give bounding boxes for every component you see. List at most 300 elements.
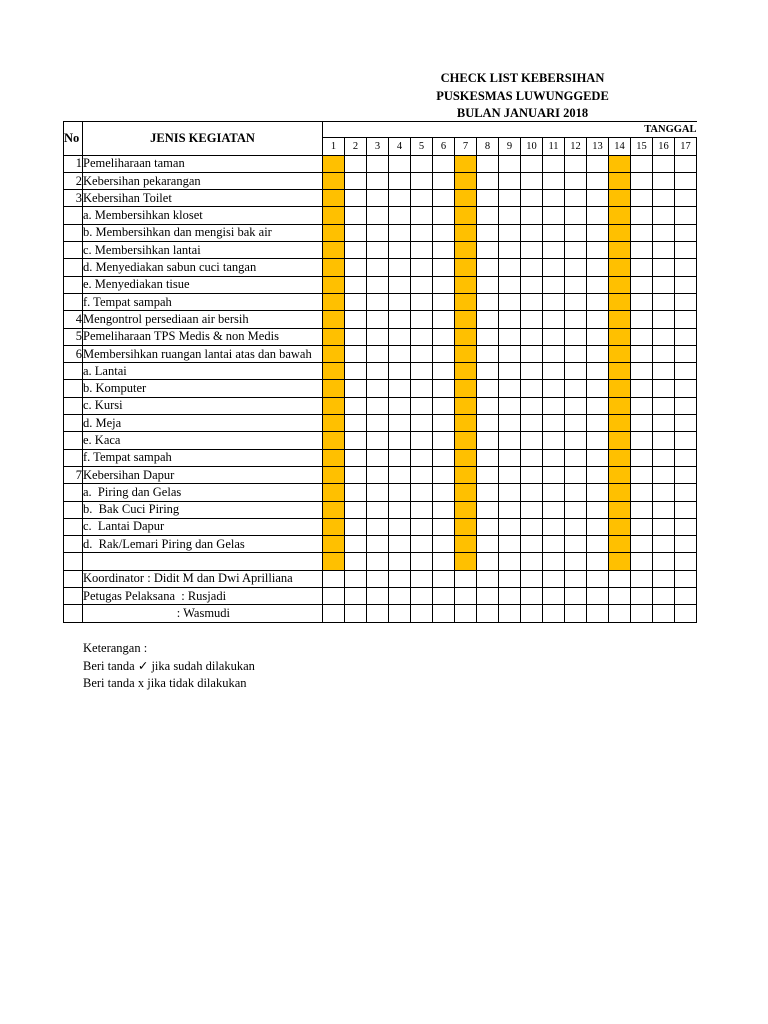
check-cell-day-11[interactable] xyxy=(543,415,565,432)
check-cell-day-4[interactable] xyxy=(389,415,411,432)
check-cell-day-8[interactable] xyxy=(477,363,499,380)
check-cell-day-1[interactable] xyxy=(323,242,345,259)
check-cell-day-11[interactable] xyxy=(543,363,565,380)
check-cell-day-1[interactable] xyxy=(323,190,345,207)
check-cell-day-3[interactable] xyxy=(367,449,389,466)
check-cell-day-10[interactable] xyxy=(521,242,543,259)
check-cell-day-3[interactable] xyxy=(367,345,389,362)
check-cell-day-16[interactable] xyxy=(653,432,675,449)
check-cell-day-7[interactable] xyxy=(455,363,477,380)
check-cell-day-7[interactable] xyxy=(455,588,477,605)
check-cell-day-17[interactable] xyxy=(675,224,697,241)
check-cell-day-12[interactable] xyxy=(565,588,587,605)
check-cell-day-10[interactable] xyxy=(521,155,543,172)
check-cell-day-12[interactable] xyxy=(565,553,587,570)
check-cell-day-9[interactable] xyxy=(499,570,521,587)
check-cell-day-2[interactable] xyxy=(345,276,367,293)
check-cell-day-5[interactable] xyxy=(411,518,433,535)
check-cell-day-17[interactable] xyxy=(675,397,697,414)
check-cell-day-2[interactable] xyxy=(345,207,367,224)
check-cell-day-11[interactable] xyxy=(543,190,565,207)
check-cell-day-5[interactable] xyxy=(411,449,433,466)
check-cell-day-11[interactable] xyxy=(543,345,565,362)
check-cell-day-3[interactable] xyxy=(367,328,389,345)
check-cell-day-6[interactable] xyxy=(433,588,455,605)
check-cell-day-17[interactable] xyxy=(675,432,697,449)
check-cell-day-7[interactable] xyxy=(455,293,477,310)
check-cell-day-7[interactable] xyxy=(455,570,477,587)
check-cell-day-11[interactable] xyxy=(543,328,565,345)
check-cell-day-1[interactable] xyxy=(323,415,345,432)
check-cell-day-14[interactable] xyxy=(609,570,631,587)
check-cell-day-7[interactable] xyxy=(455,536,477,553)
check-cell-day-10[interactable] xyxy=(521,536,543,553)
check-cell-day-1[interactable] xyxy=(323,536,345,553)
check-cell-day-16[interactable] xyxy=(653,588,675,605)
check-cell-day-2[interactable] xyxy=(345,155,367,172)
check-cell-day-4[interactable] xyxy=(389,259,411,276)
check-cell-day-8[interactable] xyxy=(477,242,499,259)
check-cell-day-9[interactable] xyxy=(499,155,521,172)
check-cell-day-10[interactable] xyxy=(521,276,543,293)
check-cell-day-11[interactable] xyxy=(543,155,565,172)
check-cell-day-15[interactable] xyxy=(631,449,653,466)
check-cell-day-1[interactable] xyxy=(323,501,345,518)
check-cell-day-1[interactable] xyxy=(323,155,345,172)
check-cell-day-2[interactable] xyxy=(345,293,367,310)
check-cell-day-9[interactable] xyxy=(499,224,521,241)
check-cell-day-17[interactable] xyxy=(675,449,697,466)
check-cell-day-13[interactable] xyxy=(587,363,609,380)
check-cell-day-1[interactable] xyxy=(323,466,345,483)
check-cell-day-4[interactable] xyxy=(389,484,411,501)
check-cell-day-1[interactable] xyxy=(323,311,345,328)
check-cell-day-16[interactable] xyxy=(653,466,675,483)
check-cell-day-17[interactable] xyxy=(675,466,697,483)
check-cell-day-1[interactable] xyxy=(323,172,345,189)
check-cell-day-6[interactable] xyxy=(433,328,455,345)
check-cell-day-13[interactable] xyxy=(587,293,609,310)
check-cell-day-6[interactable] xyxy=(433,190,455,207)
check-cell-day-4[interactable] xyxy=(389,242,411,259)
check-cell-day-17[interactable] xyxy=(675,328,697,345)
check-cell-day-15[interactable] xyxy=(631,293,653,310)
check-cell-day-7[interactable] xyxy=(455,311,477,328)
check-cell-day-13[interactable] xyxy=(587,397,609,414)
check-cell-day-5[interactable] xyxy=(411,276,433,293)
check-cell-day-10[interactable] xyxy=(521,259,543,276)
check-cell-day-13[interactable] xyxy=(587,501,609,518)
check-cell-day-1[interactable] xyxy=(323,345,345,362)
check-cell-day-17[interactable] xyxy=(675,190,697,207)
check-cell-day-3[interactable] xyxy=(367,553,389,570)
check-cell-day-12[interactable] xyxy=(565,380,587,397)
check-cell-day-4[interactable] xyxy=(389,190,411,207)
check-cell-day-4[interactable] xyxy=(389,553,411,570)
check-cell-day-11[interactable] xyxy=(543,311,565,328)
check-cell-day-16[interactable] xyxy=(653,380,675,397)
check-cell-day-16[interactable] xyxy=(653,276,675,293)
check-cell-day-13[interactable] xyxy=(587,172,609,189)
check-cell-day-14[interactable] xyxy=(609,518,631,535)
check-cell-day-16[interactable] xyxy=(653,311,675,328)
check-cell-day-17[interactable] xyxy=(675,293,697,310)
check-cell-day-13[interactable] xyxy=(587,415,609,432)
check-cell-day-2[interactable] xyxy=(345,518,367,535)
check-cell-day-10[interactable] xyxy=(521,224,543,241)
check-cell-day-12[interactable] xyxy=(565,207,587,224)
check-cell-day-2[interactable] xyxy=(345,259,367,276)
check-cell-day-9[interactable] xyxy=(499,432,521,449)
check-cell-day-17[interactable] xyxy=(675,155,697,172)
check-cell-day-15[interactable] xyxy=(631,207,653,224)
check-cell-day-16[interactable] xyxy=(653,518,675,535)
check-cell-day-7[interactable] xyxy=(455,432,477,449)
check-cell-day-6[interactable] xyxy=(433,224,455,241)
check-cell-day-11[interactable] xyxy=(543,172,565,189)
check-cell-day-2[interactable] xyxy=(345,172,367,189)
check-cell-day-11[interactable] xyxy=(543,276,565,293)
check-cell-day-9[interactable] xyxy=(499,415,521,432)
check-cell-day-15[interactable] xyxy=(631,553,653,570)
check-cell-day-1[interactable] xyxy=(323,363,345,380)
check-cell-day-10[interactable] xyxy=(521,553,543,570)
check-cell-day-5[interactable] xyxy=(411,570,433,587)
check-cell-day-2[interactable] xyxy=(345,328,367,345)
check-cell-day-1[interactable] xyxy=(323,328,345,345)
check-cell-day-10[interactable] xyxy=(521,605,543,622)
check-cell-day-12[interactable] xyxy=(565,363,587,380)
check-cell-day-3[interactable] xyxy=(367,605,389,622)
check-cell-day-11[interactable] xyxy=(543,570,565,587)
check-cell-day-14[interactable] xyxy=(609,466,631,483)
check-cell-day-6[interactable] xyxy=(433,466,455,483)
check-cell-day-13[interactable] xyxy=(587,311,609,328)
check-cell-day-7[interactable] xyxy=(455,224,477,241)
check-cell-day-12[interactable] xyxy=(565,449,587,466)
check-cell-day-12[interactable] xyxy=(565,432,587,449)
check-cell-day-11[interactable] xyxy=(543,466,565,483)
check-cell-day-9[interactable] xyxy=(499,484,521,501)
check-cell-day-9[interactable] xyxy=(499,207,521,224)
check-cell-day-11[interactable] xyxy=(543,518,565,535)
check-cell-day-9[interactable] xyxy=(499,588,521,605)
check-cell-day-5[interactable] xyxy=(411,207,433,224)
check-cell-day-7[interactable] xyxy=(455,466,477,483)
check-cell-day-14[interactable] xyxy=(609,155,631,172)
check-cell-day-6[interactable] xyxy=(433,536,455,553)
check-cell-day-9[interactable] xyxy=(499,397,521,414)
check-cell-day-16[interactable] xyxy=(653,224,675,241)
check-cell-day-12[interactable] xyxy=(565,293,587,310)
check-cell-day-12[interactable] xyxy=(565,466,587,483)
check-cell-day-12[interactable] xyxy=(565,536,587,553)
check-cell-day-7[interactable] xyxy=(455,518,477,535)
check-cell-day-5[interactable] xyxy=(411,415,433,432)
check-cell-day-12[interactable] xyxy=(565,259,587,276)
check-cell-day-9[interactable] xyxy=(499,466,521,483)
check-cell-day-9[interactable] xyxy=(499,380,521,397)
check-cell-day-17[interactable] xyxy=(675,207,697,224)
check-cell-day-6[interactable] xyxy=(433,432,455,449)
check-cell-day-8[interactable] xyxy=(477,380,499,397)
check-cell-day-3[interactable] xyxy=(367,466,389,483)
check-cell-day-14[interactable] xyxy=(609,415,631,432)
check-cell-day-6[interactable] xyxy=(433,518,455,535)
check-cell-day-4[interactable] xyxy=(389,328,411,345)
check-cell-day-17[interactable] xyxy=(675,484,697,501)
check-cell-day-1[interactable] xyxy=(323,432,345,449)
check-cell-day-14[interactable] xyxy=(609,397,631,414)
check-cell-day-5[interactable] xyxy=(411,363,433,380)
check-cell-day-2[interactable] xyxy=(345,484,367,501)
check-cell-day-15[interactable] xyxy=(631,311,653,328)
check-cell-day-3[interactable] xyxy=(367,242,389,259)
check-cell-day-9[interactable] xyxy=(499,345,521,362)
check-cell-day-6[interactable] xyxy=(433,363,455,380)
check-cell-day-4[interactable] xyxy=(389,518,411,535)
check-cell-day-4[interactable] xyxy=(389,449,411,466)
check-cell-day-7[interactable] xyxy=(455,501,477,518)
check-cell-day-9[interactable] xyxy=(499,328,521,345)
check-cell-day-11[interactable] xyxy=(543,501,565,518)
check-cell-day-7[interactable] xyxy=(455,207,477,224)
check-cell-day-15[interactable] xyxy=(631,380,653,397)
check-cell-day-14[interactable] xyxy=(609,207,631,224)
check-cell-day-4[interactable] xyxy=(389,466,411,483)
check-cell-day-8[interactable] xyxy=(477,605,499,622)
check-cell-day-12[interactable] xyxy=(565,242,587,259)
check-cell-day-3[interactable] xyxy=(367,518,389,535)
check-cell-day-1[interactable] xyxy=(323,276,345,293)
check-cell-day-9[interactable] xyxy=(499,518,521,535)
check-cell-day-1[interactable] xyxy=(323,570,345,587)
check-cell-day-8[interactable] xyxy=(477,224,499,241)
check-cell-day-7[interactable] xyxy=(455,172,477,189)
check-cell-day-4[interactable] xyxy=(389,311,411,328)
check-cell-day-16[interactable] xyxy=(653,484,675,501)
check-cell-day-8[interactable] xyxy=(477,484,499,501)
check-cell-day-9[interactable] xyxy=(499,276,521,293)
check-cell-day-5[interactable] xyxy=(411,224,433,241)
check-cell-day-4[interactable] xyxy=(389,172,411,189)
check-cell-day-14[interactable] xyxy=(609,259,631,276)
check-cell-day-2[interactable] xyxy=(345,605,367,622)
check-cell-day-8[interactable] xyxy=(477,432,499,449)
check-cell-day-14[interactable] xyxy=(609,363,631,380)
check-cell-day-4[interactable] xyxy=(389,432,411,449)
check-cell-day-10[interactable] xyxy=(521,518,543,535)
check-cell-day-11[interactable] xyxy=(543,397,565,414)
check-cell-day-3[interactable] xyxy=(367,363,389,380)
check-cell-day-13[interactable] xyxy=(587,345,609,362)
check-cell-day-11[interactable] xyxy=(543,588,565,605)
check-cell-day-5[interactable] xyxy=(411,484,433,501)
check-cell-day-8[interactable] xyxy=(477,553,499,570)
check-cell-day-8[interactable] xyxy=(477,311,499,328)
check-cell-day-7[interactable] xyxy=(455,276,477,293)
check-cell-day-2[interactable] xyxy=(345,536,367,553)
check-cell-day-4[interactable] xyxy=(389,501,411,518)
check-cell-day-12[interactable] xyxy=(565,345,587,362)
check-cell-day-17[interactable] xyxy=(675,605,697,622)
check-cell-day-13[interactable] xyxy=(587,466,609,483)
check-cell-day-8[interactable] xyxy=(477,328,499,345)
check-cell-day-10[interactable] xyxy=(521,380,543,397)
check-cell-day-15[interactable] xyxy=(631,588,653,605)
check-cell-day-11[interactable] xyxy=(543,259,565,276)
check-cell-day-5[interactable] xyxy=(411,553,433,570)
check-cell-day-17[interactable] xyxy=(675,415,697,432)
check-cell-day-6[interactable] xyxy=(433,484,455,501)
check-cell-day-10[interactable] xyxy=(521,363,543,380)
check-cell-day-6[interactable] xyxy=(433,553,455,570)
check-cell-day-11[interactable] xyxy=(543,449,565,466)
check-cell-day-1[interactable] xyxy=(323,518,345,535)
check-cell-day-1[interactable] xyxy=(323,553,345,570)
check-cell-day-16[interactable] xyxy=(653,397,675,414)
check-cell-day-9[interactable] xyxy=(499,259,521,276)
check-cell-day-17[interactable] xyxy=(675,172,697,189)
check-cell-day-14[interactable] xyxy=(609,449,631,466)
check-cell-day-9[interactable] xyxy=(499,190,521,207)
check-cell-day-9[interactable] xyxy=(499,449,521,466)
check-cell-day-17[interactable] xyxy=(675,242,697,259)
check-cell-day-3[interactable] xyxy=(367,293,389,310)
check-cell-day-16[interactable] xyxy=(653,259,675,276)
check-cell-day-14[interactable] xyxy=(609,605,631,622)
check-cell-day-15[interactable] xyxy=(631,536,653,553)
check-cell-day-16[interactable] xyxy=(653,501,675,518)
check-cell-day-2[interactable] xyxy=(345,345,367,362)
check-cell-day-8[interactable] xyxy=(477,466,499,483)
check-cell-day-16[interactable] xyxy=(653,207,675,224)
check-cell-day-10[interactable] xyxy=(521,328,543,345)
check-cell-day-9[interactable] xyxy=(499,536,521,553)
check-cell-day-6[interactable] xyxy=(433,207,455,224)
check-cell-day-7[interactable] xyxy=(455,380,477,397)
check-cell-day-10[interactable] xyxy=(521,484,543,501)
check-cell-day-2[interactable] xyxy=(345,190,367,207)
check-cell-day-6[interactable] xyxy=(433,415,455,432)
check-cell-day-6[interactable] xyxy=(433,501,455,518)
check-cell-day-15[interactable] xyxy=(631,276,653,293)
check-cell-day-15[interactable] xyxy=(631,155,653,172)
check-cell-day-11[interactable] xyxy=(543,207,565,224)
check-cell-day-14[interactable] xyxy=(609,276,631,293)
check-cell-day-15[interactable] xyxy=(631,259,653,276)
check-cell-day-15[interactable] xyxy=(631,518,653,535)
check-cell-day-11[interactable] xyxy=(543,432,565,449)
check-cell-day-9[interactable] xyxy=(499,311,521,328)
check-cell-day-5[interactable] xyxy=(411,501,433,518)
check-cell-day-7[interactable] xyxy=(455,242,477,259)
check-cell-day-17[interactable] xyxy=(675,380,697,397)
check-cell-day-13[interactable] xyxy=(587,190,609,207)
check-cell-day-2[interactable] xyxy=(345,311,367,328)
check-cell-day-13[interactable] xyxy=(587,276,609,293)
check-cell-day-10[interactable] xyxy=(521,345,543,362)
check-cell-day-13[interactable] xyxy=(587,449,609,466)
check-cell-day-11[interactable] xyxy=(543,293,565,310)
check-cell-day-14[interactable] xyxy=(609,172,631,189)
check-cell-day-10[interactable] xyxy=(521,190,543,207)
check-cell-day-12[interactable] xyxy=(565,501,587,518)
check-cell-day-8[interactable] xyxy=(477,172,499,189)
check-cell-day-5[interactable] xyxy=(411,536,433,553)
check-cell-day-3[interactable] xyxy=(367,536,389,553)
check-cell-day-8[interactable] xyxy=(477,190,499,207)
check-cell-day-13[interactable] xyxy=(587,380,609,397)
check-cell-day-15[interactable] xyxy=(631,242,653,259)
check-cell-day-4[interactable] xyxy=(389,588,411,605)
check-cell-day-1[interactable] xyxy=(323,588,345,605)
check-cell-day-2[interactable] xyxy=(345,415,367,432)
check-cell-day-14[interactable] xyxy=(609,432,631,449)
check-cell-day-6[interactable] xyxy=(433,155,455,172)
check-cell-day-8[interactable] xyxy=(477,501,499,518)
check-cell-day-3[interactable] xyxy=(367,570,389,587)
check-cell-day-10[interactable] xyxy=(521,570,543,587)
check-cell-day-14[interactable] xyxy=(609,345,631,362)
check-cell-day-13[interactable] xyxy=(587,570,609,587)
check-cell-day-7[interactable] xyxy=(455,553,477,570)
check-cell-day-16[interactable] xyxy=(653,536,675,553)
check-cell-day-10[interactable] xyxy=(521,449,543,466)
check-cell-day-3[interactable] xyxy=(367,415,389,432)
check-cell-day-14[interactable] xyxy=(609,190,631,207)
check-cell-day-3[interactable] xyxy=(367,311,389,328)
check-cell-day-16[interactable] xyxy=(653,449,675,466)
check-cell-day-5[interactable] xyxy=(411,466,433,483)
check-cell-day-15[interactable] xyxy=(631,345,653,362)
check-cell-day-2[interactable] xyxy=(345,432,367,449)
check-cell-day-17[interactable] xyxy=(675,570,697,587)
check-cell-day-7[interactable] xyxy=(455,155,477,172)
check-cell-day-5[interactable] xyxy=(411,605,433,622)
check-cell-day-15[interactable] xyxy=(631,432,653,449)
check-cell-day-9[interactable] xyxy=(499,293,521,310)
check-cell-day-8[interactable] xyxy=(477,518,499,535)
check-cell-day-4[interactable] xyxy=(389,536,411,553)
check-cell-day-8[interactable] xyxy=(477,345,499,362)
check-cell-day-14[interactable] xyxy=(609,501,631,518)
check-cell-day-16[interactable] xyxy=(653,570,675,587)
check-cell-day-2[interactable] xyxy=(345,588,367,605)
check-cell-day-7[interactable] xyxy=(455,259,477,276)
check-cell-day-6[interactable] xyxy=(433,293,455,310)
check-cell-day-12[interactable] xyxy=(565,415,587,432)
check-cell-day-6[interactable] xyxy=(433,311,455,328)
check-cell-day-9[interactable] xyxy=(499,172,521,189)
check-cell-day-13[interactable] xyxy=(587,328,609,345)
check-cell-day-4[interactable] xyxy=(389,293,411,310)
check-cell-day-14[interactable] xyxy=(609,553,631,570)
check-cell-day-15[interactable] xyxy=(631,415,653,432)
check-cell-day-13[interactable] xyxy=(587,432,609,449)
check-cell-day-1[interactable] xyxy=(323,380,345,397)
check-cell-day-6[interactable] xyxy=(433,449,455,466)
check-cell-day-5[interactable] xyxy=(411,345,433,362)
check-cell-day-8[interactable] xyxy=(477,588,499,605)
check-cell-day-11[interactable] xyxy=(543,484,565,501)
check-cell-day-2[interactable] xyxy=(345,570,367,587)
check-cell-day-8[interactable] xyxy=(477,449,499,466)
check-cell-day-8[interactable] xyxy=(477,155,499,172)
check-cell-day-10[interactable] xyxy=(521,172,543,189)
check-cell-day-9[interactable] xyxy=(499,242,521,259)
check-cell-day-12[interactable] xyxy=(565,155,587,172)
